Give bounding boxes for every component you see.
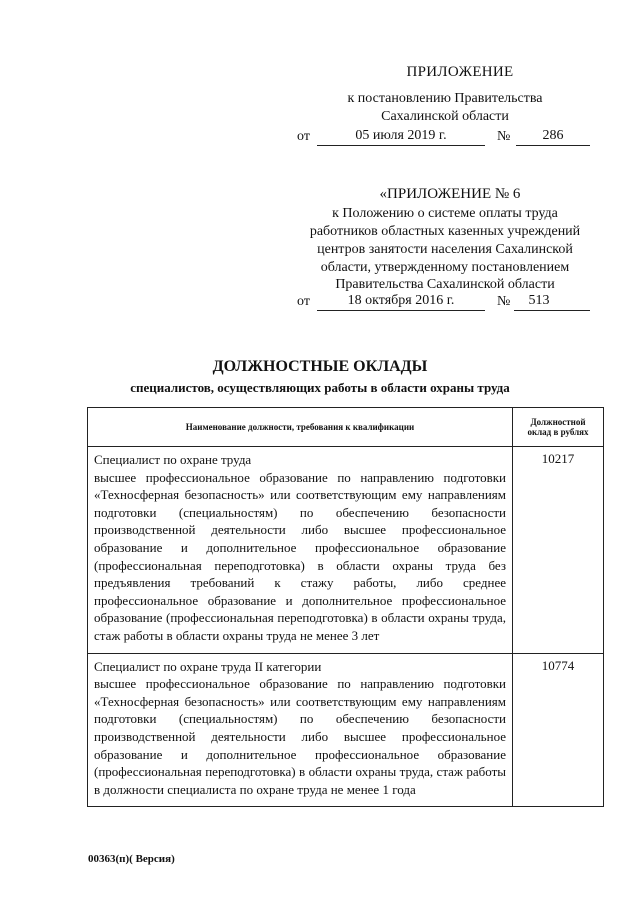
document-footer-code: 00363(п)( Версия) [88, 853, 175, 865]
appendix6-title: «ПРИЛОЖЕНИЕ № 6 [379, 186, 521, 202]
appendix6-number: 513 [528, 293, 550, 308]
salary-value: 10774 [513, 653, 604, 807]
column-header-position: Наименование должности, требования к квалификации [88, 408, 513, 447]
position-title: Специалист по охране труда [94, 452, 252, 467]
appendix6-number-underline [514, 310, 590, 311]
appendix6-line-2: работников областных казенных учреждений [309, 224, 581, 239]
position-requirements: высшее профессиональное образование по направлению подготовки «Техносферная безопасность» или соответствующим ему направлениям подготовки (специальностям) по обеспечению безопасности производственной деятельности либо высшее профессиональное образование и дополнительное профессиональное образование (профессиональная переподготовка) в области охраны труда без предъявления требований к стажу работы, либо среднее профессиональное образование и дополнительное профессиональное образование (профессиональная переподготовка) в области охраны труда, стаж работы в области охраны труда не менее 3 лет [94, 469, 506, 643]
table-header-row [88, 408, 604, 447]
column-header-salary-line-1: Должностной [530, 417, 586, 427]
position-requirements: высшее профессиональное образование по направлению подготовки «Техносферная безопасность» или соответствующим ему направлениям подготовки (специальностям) по обеспечению безопасности производственной деятельности либо высшее профессиональное образование и дополнительное профессиональное образование (профессиональная переподготовка) в области охраны труда, стаж работы в должности специалиста по охране труда не менее 1 года [94, 676, 506, 797]
appendix6-date: 18 октября 2016 г. [347, 293, 455, 308]
document-subtitle: специалистов, осуществляющих работы в области охраны труда [130, 380, 510, 395]
appendix-from-label: от [297, 129, 310, 144]
appendix6-date-underline [317, 310, 485, 311]
appendix6-from-label: от [297, 294, 310, 309]
table-row [88, 447, 604, 654]
appendix-date: 05 июля 2019 г. [355, 128, 447, 143]
appendix-number: 286 [542, 128, 564, 143]
appendix-title: ПРИЛОЖЕНИЕ [406, 64, 514, 80]
appendix-number-underline [516, 145, 590, 146]
appendix-line-1: к постановлению Правительства [347, 91, 543, 106]
position-cell [88, 447, 513, 654]
salary-table [87, 407, 604, 807]
appendix6-line-5: Правительства Сахалинской области [335, 277, 555, 292]
appendix6-line-3: центров занятости населения Сахалинской [317, 242, 573, 257]
appendix6-number-label: № [497, 294, 511, 309]
document-title: ДОЛЖНОСТНЫЕ ОКЛАДЫ [212, 358, 428, 375]
salary-value: 10217 [513, 447, 604, 654]
column-header-salary [513, 408, 604, 447]
appendix-number-label: № [497, 129, 511, 144]
appendix-date-underline [317, 145, 485, 146]
position-title: Специалист по охране труда II категории [94, 658, 322, 674]
position-cell [88, 653, 513, 807]
appendix6-line-1: к Положению о системе оплаты труда [332, 206, 558, 221]
appendix-line-2: Сахалинской области [381, 109, 509, 124]
column-header-salary-line-2: оклад в рублях [527, 427, 589, 437]
appendix6-line-4: области, утвержденному постановлением [320, 260, 570, 275]
table-row [88, 653, 604, 807]
